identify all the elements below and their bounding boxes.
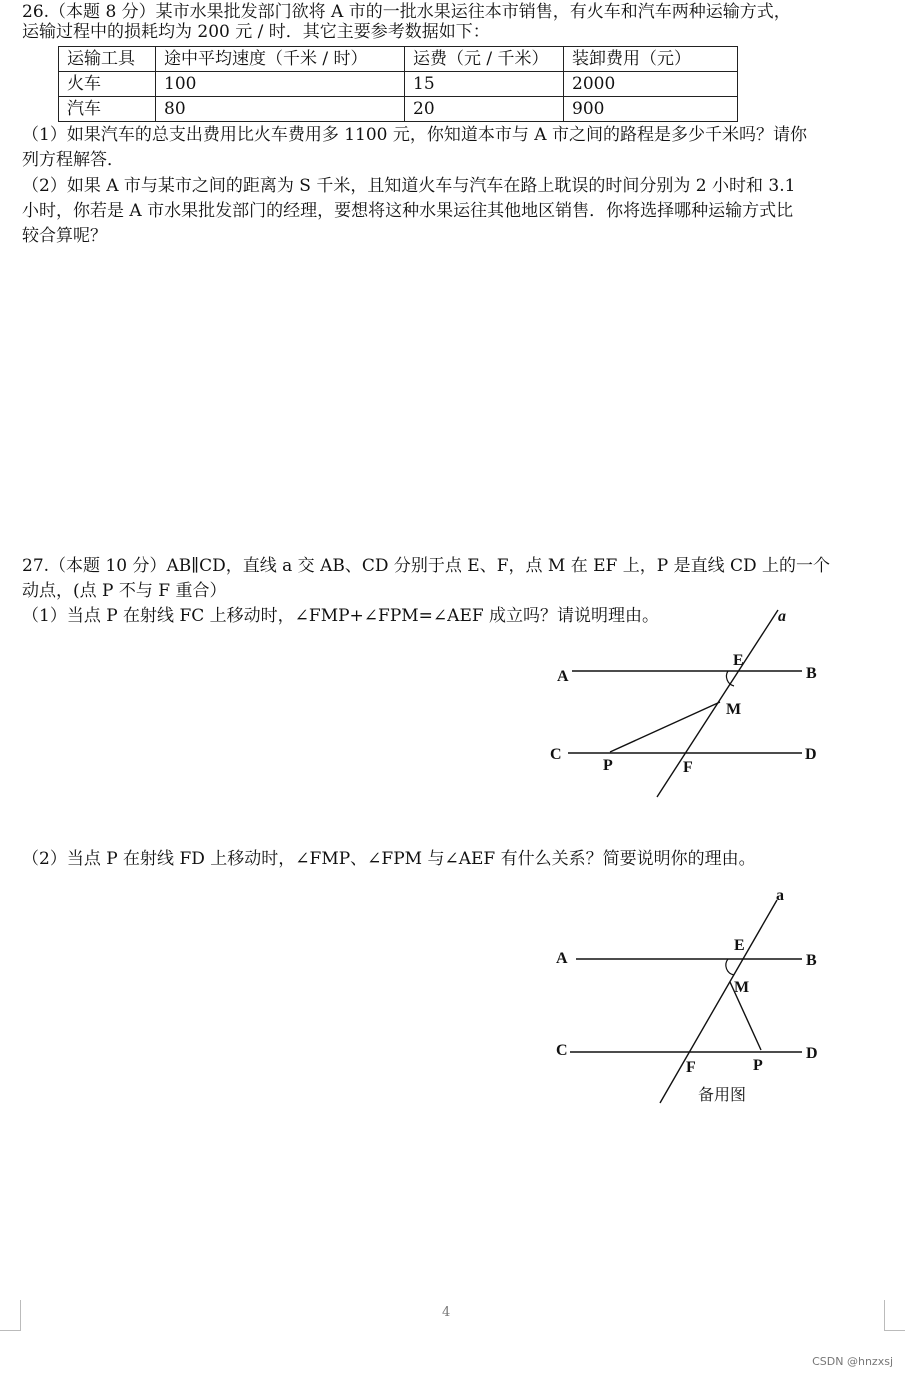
label-P: P: [753, 1057, 763, 1074]
q26-sub2-line2: 小时，你若是 A 市水果批发部门的经理，要想将这种水果运往其他地区销售．你将选择哪种运输方式比: [22, 201, 794, 221]
table-row: [59, 72, 738, 97]
label-A: A: [556, 950, 568, 967]
label-D: D: [806, 1045, 818, 1062]
table-header-cell: 装卸费用（元）: [564, 47, 738, 72]
figure-caption: 备用图: [698, 1085, 747, 1104]
geometry-figure-1: [540, 600, 840, 805]
label-A: A: [557, 668, 569, 685]
q27-line1: 27.（本题 10 分）AB∥CD，直线 a 交 AB、CD 分别于点 E、F，点 M 在 EF 上，P 是直线 CD 上的一个: [22, 556, 831, 576]
page-number: 4: [442, 1305, 451, 1320]
watermark: CSDN @hnzxsj: [812, 1355, 893, 1368]
q26-sub1-line2: 列方程解答．: [22, 150, 124, 170]
table-header-cell: 途中平均速度（千米 / 时）: [156, 47, 405, 72]
label-F: F: [683, 759, 693, 776]
table-cell: 2000: [564, 72, 738, 97]
table-header-cell: 运输工具: [59, 47, 156, 72]
q27-sub1: （1）当点 P 在射线 FC 上移动时，∠FMP+∠FPM=∠AEF 成立吗？请说明理由。: [22, 606, 660, 626]
label-F: F: [686, 1059, 696, 1076]
table-cell: 15: [405, 72, 564, 97]
label-M: M: [734, 979, 750, 996]
label-C: C: [550, 746, 562, 763]
q27-line2: 动点，(点 P 不与 F 重合）: [22, 581, 227, 601]
label-D: D: [805, 746, 817, 763]
table-cell: 100: [156, 72, 405, 97]
label-a: a: [778, 608, 786, 625]
label-B: B: [806, 665, 817, 682]
table-header-row: [59, 47, 738, 72]
transport-data-table: [58, 46, 738, 122]
table-cell: 汽车: [59, 97, 156, 122]
angle-aef-arc: [726, 959, 734, 975]
table-cell: 火车: [59, 72, 156, 97]
q26-sub1-line1: （1）如果汽车的总支出费用比火车费用多 1100 元，你知道本市与 A 市之间的路程是多少千米吗？请你: [22, 125, 807, 145]
label-C: C: [556, 1042, 568, 1059]
q26-sub2-line3: 较合算呢？: [22, 226, 107, 246]
label-M: M: [726, 701, 742, 718]
page-corner-mark-left: [0, 1300, 21, 1331]
q27-sub2: （2）当点 P 在射线 FD 上移动时，∠FMP、∠FPM 与∠AEF 有什么关系？简要说明你的理由。: [22, 849, 756, 869]
label-E: E: [733, 652, 744, 669]
table-cell: 20: [405, 97, 564, 122]
table-header-cell: 运费（元 / 千米）: [405, 47, 564, 72]
page-corner-mark-right: [884, 1300, 905, 1331]
table-cell: 900: [564, 97, 738, 122]
q26-line2: 运输过程中的损耗均为 200 元 / 时．其它主要参考数据如下：: [22, 22, 490, 42]
table-cell: 80: [156, 97, 405, 122]
segment-pm: [610, 702, 720, 752]
label-a: a: [776, 887, 784, 904]
q26-sub2-line1: （2）如果 A 市与某市之间的距离为 S 千米，且知道火车与汽车在路上耽误的时间分别为 2 小时和 3.1: [22, 176, 796, 196]
table-row: [59, 97, 738, 122]
label-B: B: [806, 952, 817, 969]
q26-line1: 26.（本题 8 分）某市水果批发部门欲将 A 市的一批水果运往本市销售，有火车和汽车两种运输方式，: [22, 2, 791, 22]
geometry-figure-2: [540, 880, 840, 1110]
label-P: P: [603, 757, 613, 774]
label-E: E: [734, 937, 745, 954]
